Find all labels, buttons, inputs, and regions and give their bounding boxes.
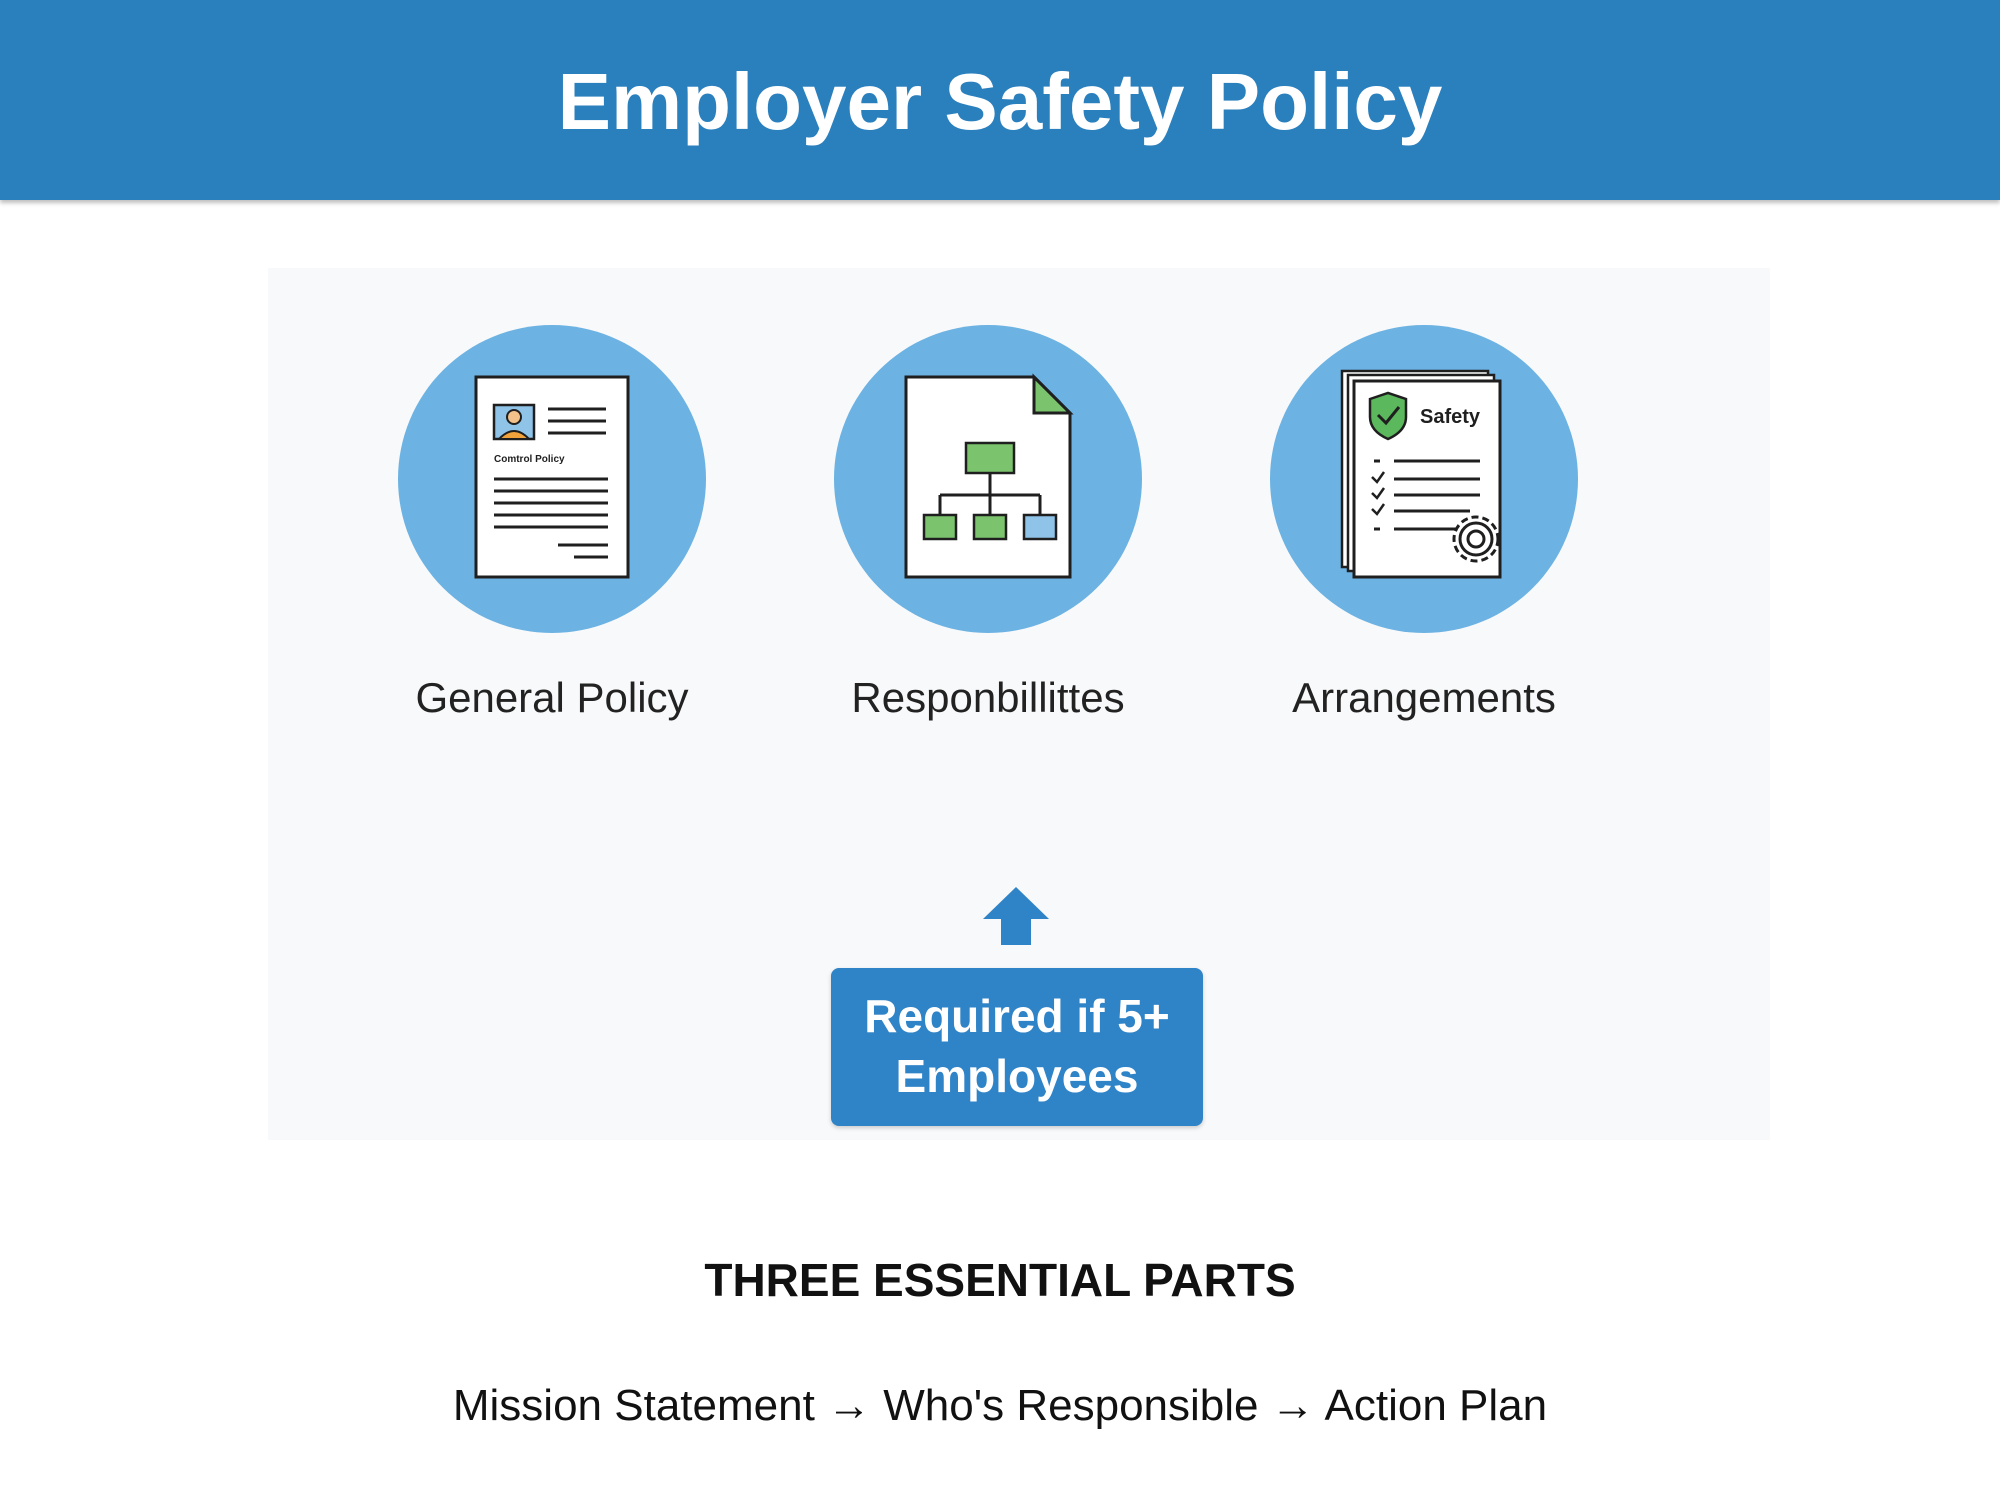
responsibilities-item	[788, 325, 1188, 745]
safety-document-label: Safety	[1420, 406, 1481, 428]
arrangements-label: Arrangements	[1292, 674, 1556, 721]
callout-line-2: Employees	[895, 1050, 1139, 1102]
callout-line-1: Required if 5+	[864, 990, 1170, 1042]
responsibilities-circle	[834, 325, 1142, 633]
org-chart-document-icon	[834, 325, 1142, 633]
policy-document-label: Comtrol Policy	[494, 454, 565, 465]
general-policy-circle	[398, 325, 706, 633]
section-heading: THREE ESSENTIAL PARTS	[704, 1254, 1296, 1306]
general-policy-label: General Policy	[415, 674, 689, 721]
responsibilities-label: Responbillittes	[851, 674, 1125, 721]
safety-checklist-icon	[1270, 325, 1578, 633]
arrangements-item	[1224, 325, 1624, 745]
page-title: Employer Safety Policy	[557, 57, 1443, 146]
process-flow-text: Mission Statement → Who's Responsible → Action Plan	[452, 1381, 1548, 1430]
illustration-panel	[268, 268, 1770, 1140]
policy-document-icon	[398, 325, 706, 633]
up-arrow-icon	[981, 885, 1051, 947]
general-policy-item	[352, 325, 752, 745]
header-bar	[0, 0, 2000, 200]
requirement-callout	[831, 968, 1203, 1126]
arrangements-circle	[1270, 325, 1578, 633]
